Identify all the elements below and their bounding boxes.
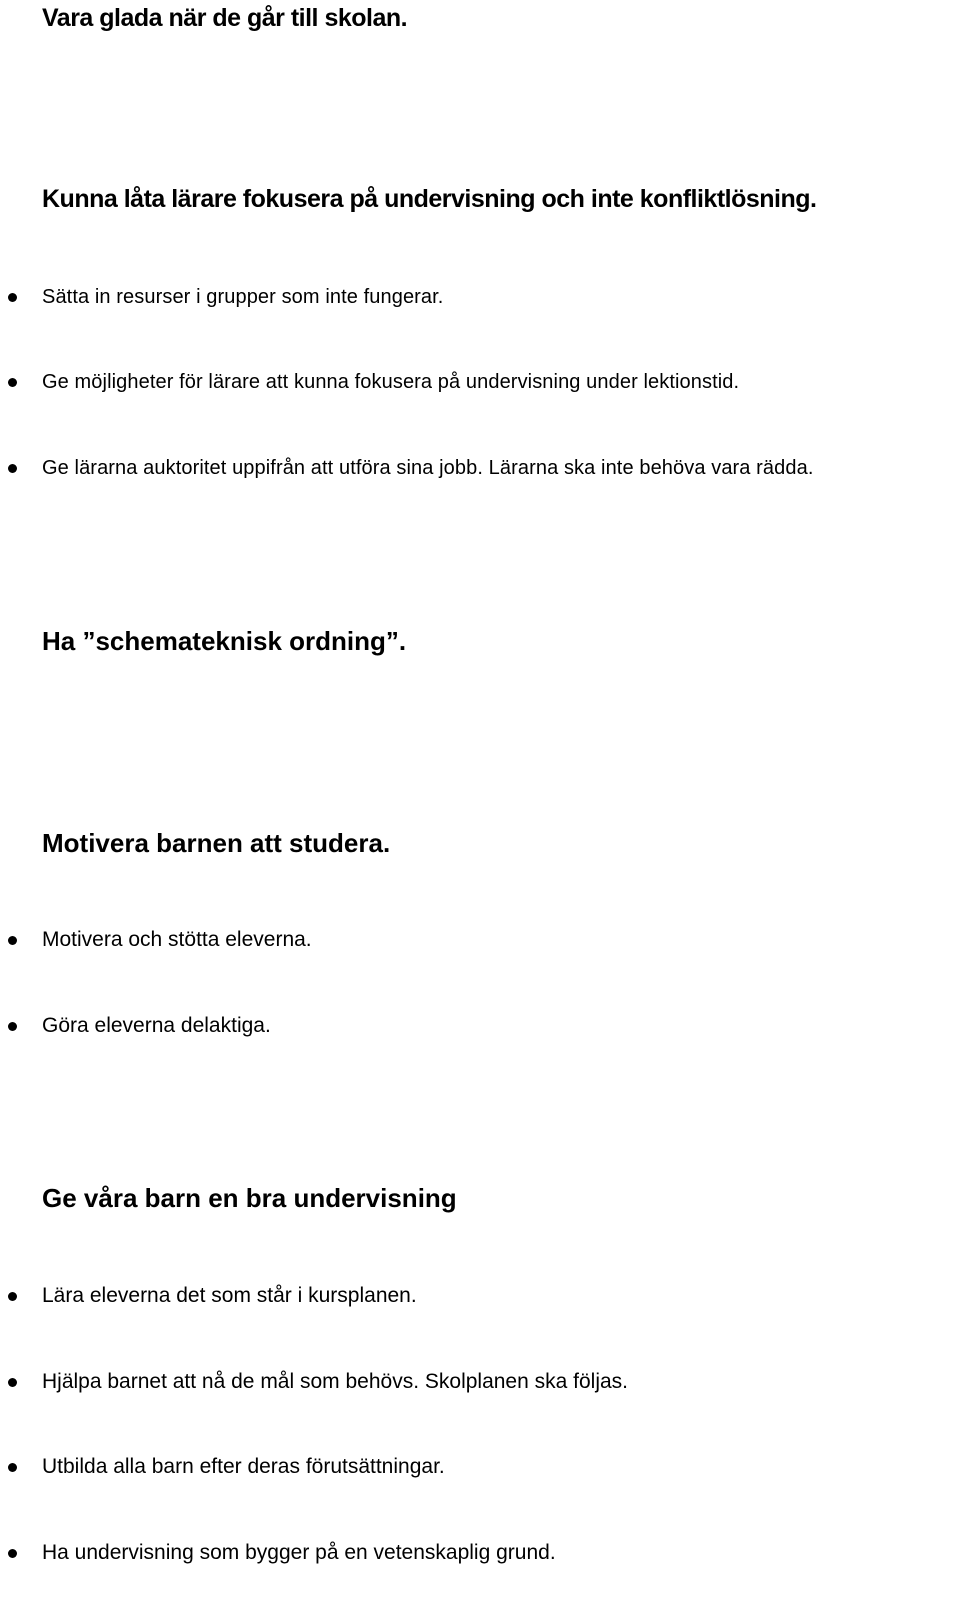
heading-schemateknisk-ordning: Ha ”schemateknisk ordning”. (42, 626, 407, 656)
bullet-icon (8, 1378, 17, 1387)
bullet-icon (8, 293, 17, 302)
list-item (0, 453, 940, 483)
list-item (0, 367, 940, 397)
bullet-icon (8, 936, 17, 945)
list-item-text: Motivera och stötta eleverna. (42, 928, 312, 951)
list-item-text: Ge lärarna auktoritet uppifrån att utföra sina jobb. Lärarna ska inte behöva vara rädda. (42, 457, 814, 479)
list-item (0, 282, 940, 312)
list-item (0, 1452, 940, 1482)
heading-bra-undervisning: Ge våra barn en bra undervisning (42, 1183, 457, 1213)
heading-fokusera-undervisning: Kunna låta lärare fokusera på undervisning och inte konfliktlösning. (42, 185, 817, 213)
list-item (0, 925, 940, 955)
list-item (0, 1281, 940, 1311)
bullet-icon (8, 1549, 17, 1558)
bullet-icon (8, 464, 17, 473)
list-item (0, 1538, 940, 1568)
bullet-icon (8, 378, 17, 387)
bullet-icon (8, 1292, 17, 1301)
bullet-icon (8, 1463, 17, 1472)
list-item-text: Sätta in resurser i grupper som inte fungerar. (42, 286, 444, 308)
list-item (0, 1367, 940, 1397)
list-item-text: Ge möjligheter för lärare att kunna fokusera på undervisning under lektionstid. (42, 371, 740, 393)
heading-motivera-barnen: Motivera barnen att studera. (42, 828, 391, 858)
list-item-text: Utbilda alla barn efter deras förutsättningar. (42, 1455, 445, 1478)
heading-vara-glada: Vara glada när de går till skolan. (42, 4, 408, 32)
list-item-text: Hjälpa barnet att nå de mål som behövs. Skolplanen ska följas. (42, 1370, 629, 1393)
list-item-text: Lära eleverna det som står i kursplanen. (42, 1284, 417, 1307)
bullet-icon (8, 1022, 17, 1031)
list-item-text: Göra eleverna delaktiga. (42, 1014, 271, 1037)
list-item (0, 1011, 940, 1041)
list-item-text: Ha undervisning som bygger på en vetenskaplig grund. (42, 1541, 556, 1564)
